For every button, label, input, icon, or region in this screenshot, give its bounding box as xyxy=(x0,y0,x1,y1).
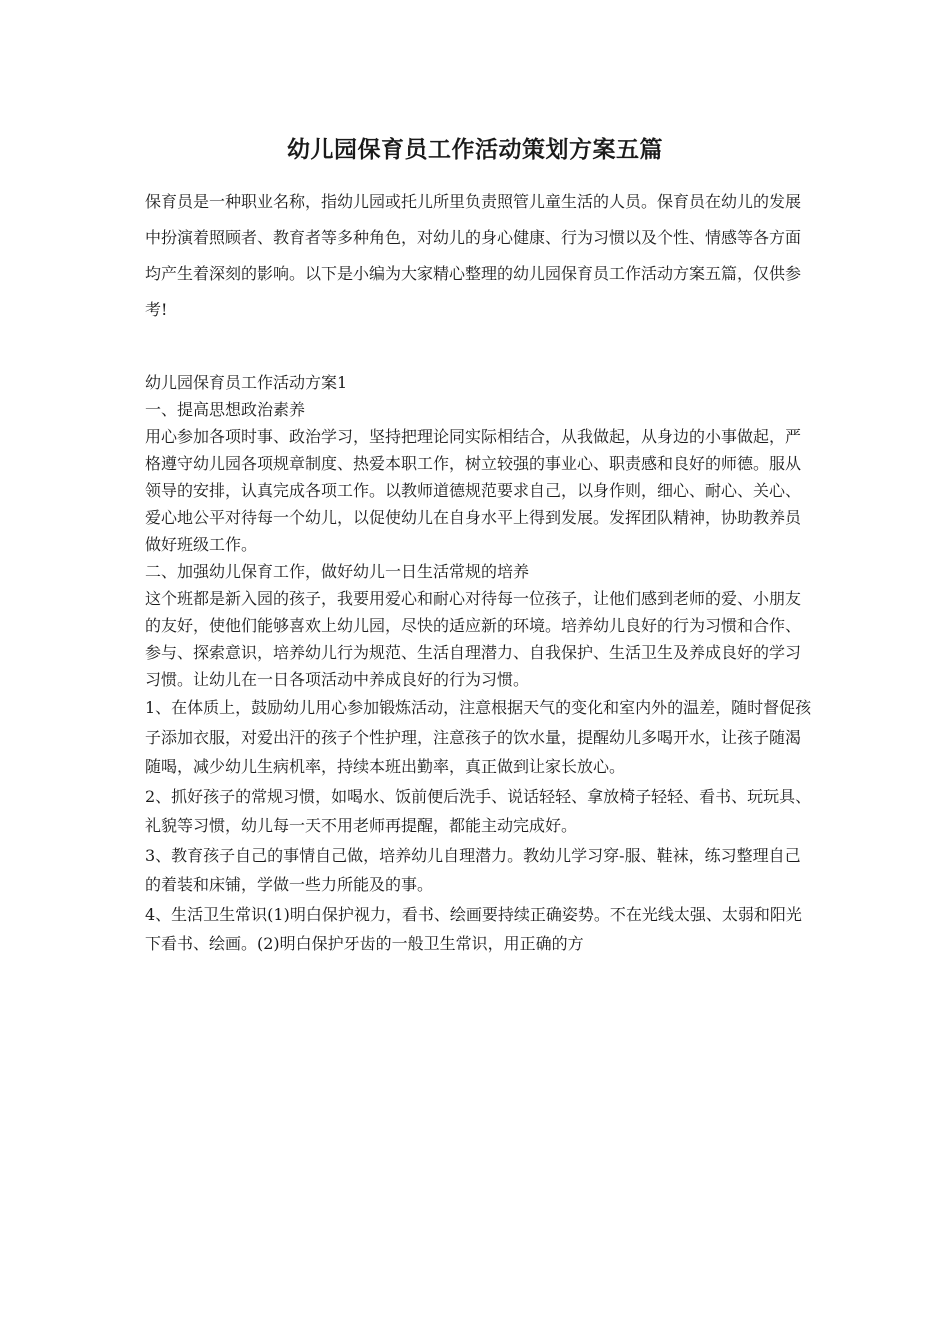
plan-section-1 xyxy=(145,369,813,959)
list-item-self-care: 3、教育孩子自己的事情自己做，培养幼儿自理潜力。教幼儿学习穿-服、鞋袜，练习整理自己的着装和床铺，学做一些力所能及的事。 xyxy=(145,845,801,894)
heading-care-work: 二、加强幼儿保育工作，做好幼儿一日生活常规的培养 xyxy=(145,562,530,581)
intro-paragraph xyxy=(145,184,813,328)
list-item-physique: 1、在体质上，鼓励幼儿用心参加锻炼活动，注意根据天气的变化和室内外的温差，随时督促孩子添加衣服，对爱出汗的孩子个性护理，注意孩子的饮水量，提醒幼儿多喝开水，让孩子随渴随喝，减少幼儿生病机率，持续本班出勤率，真正做到让家长放心。 xyxy=(145,698,812,776)
list-item-hygiene: 4、生活卫生常识(1)明白保护视力，看书、绘画要持续正确姿势。不在光线太强、太弱和阳光下看书、绘画。(2)明白保护牙齿的一般卫生常识，用正确的方 xyxy=(145,904,802,953)
section-title: 幼儿园保育员工作活动方案1 xyxy=(145,373,348,392)
paragraph-care-work: 这个班都是新入园的孩子，我要用爱心和耐心对待每一位孩子，让他们感到老师的爱、小朋友的友好，使他们能够喜欢上幼儿园，尽快的适应新的环境。培养幼儿良好的行为习惯和合作、参与、探索意识，培养幼儿行为规范、生活自理潜力、自我保护、生活卫生及养成良好的学习习惯。让幼儿在一日各项活动中养成良好的行为习惯。 xyxy=(145,589,802,689)
paragraph-politics: 用心参加各项时事、政治学习，坚持把理论同实际相结合，从我做起，从身边的小事做起，严格遵守幼儿园各项规章制度、热爱本职工作，树立较强的事业心、职责感和良好的师德。服从领导的安排，认真完成各项工作。以教师道德规范要求自己，以身作则，细心、耐心、关心、爱心地公平对待每一个幼儿，以促使幼儿在自身水平上得到发展。发挥团队精神，协助教养员做好班级工作。 xyxy=(145,427,802,554)
document-title: 幼儿园保育员工作活动策划方案五篇 xyxy=(287,136,663,163)
intro-text: 保育员是一种职业名称，指幼儿园或托儿所里负责照管儿童生活的人员。保育员在幼儿的发展中扮演着照顾者、教育者等多种角色，对幼儿的身心健康、行为习惯以及个性、情感等各方面均产生着深刻的影响。以下是小编为大家精心整理的幼儿园保育员工作活动方案五篇，仅供参考! xyxy=(145,192,802,319)
heading-politics: 一、提高思想政治素养 xyxy=(145,400,306,419)
list-item-habits: 2、抓好孩子的常规习惯，如喝水、饭前便后洗手、说话轻轻、拿放椅子轻轻、看书、玩玩具、礼貌等习惯，幼儿每一天不用老师再提醒，都能主动完成好。 xyxy=(145,786,812,835)
